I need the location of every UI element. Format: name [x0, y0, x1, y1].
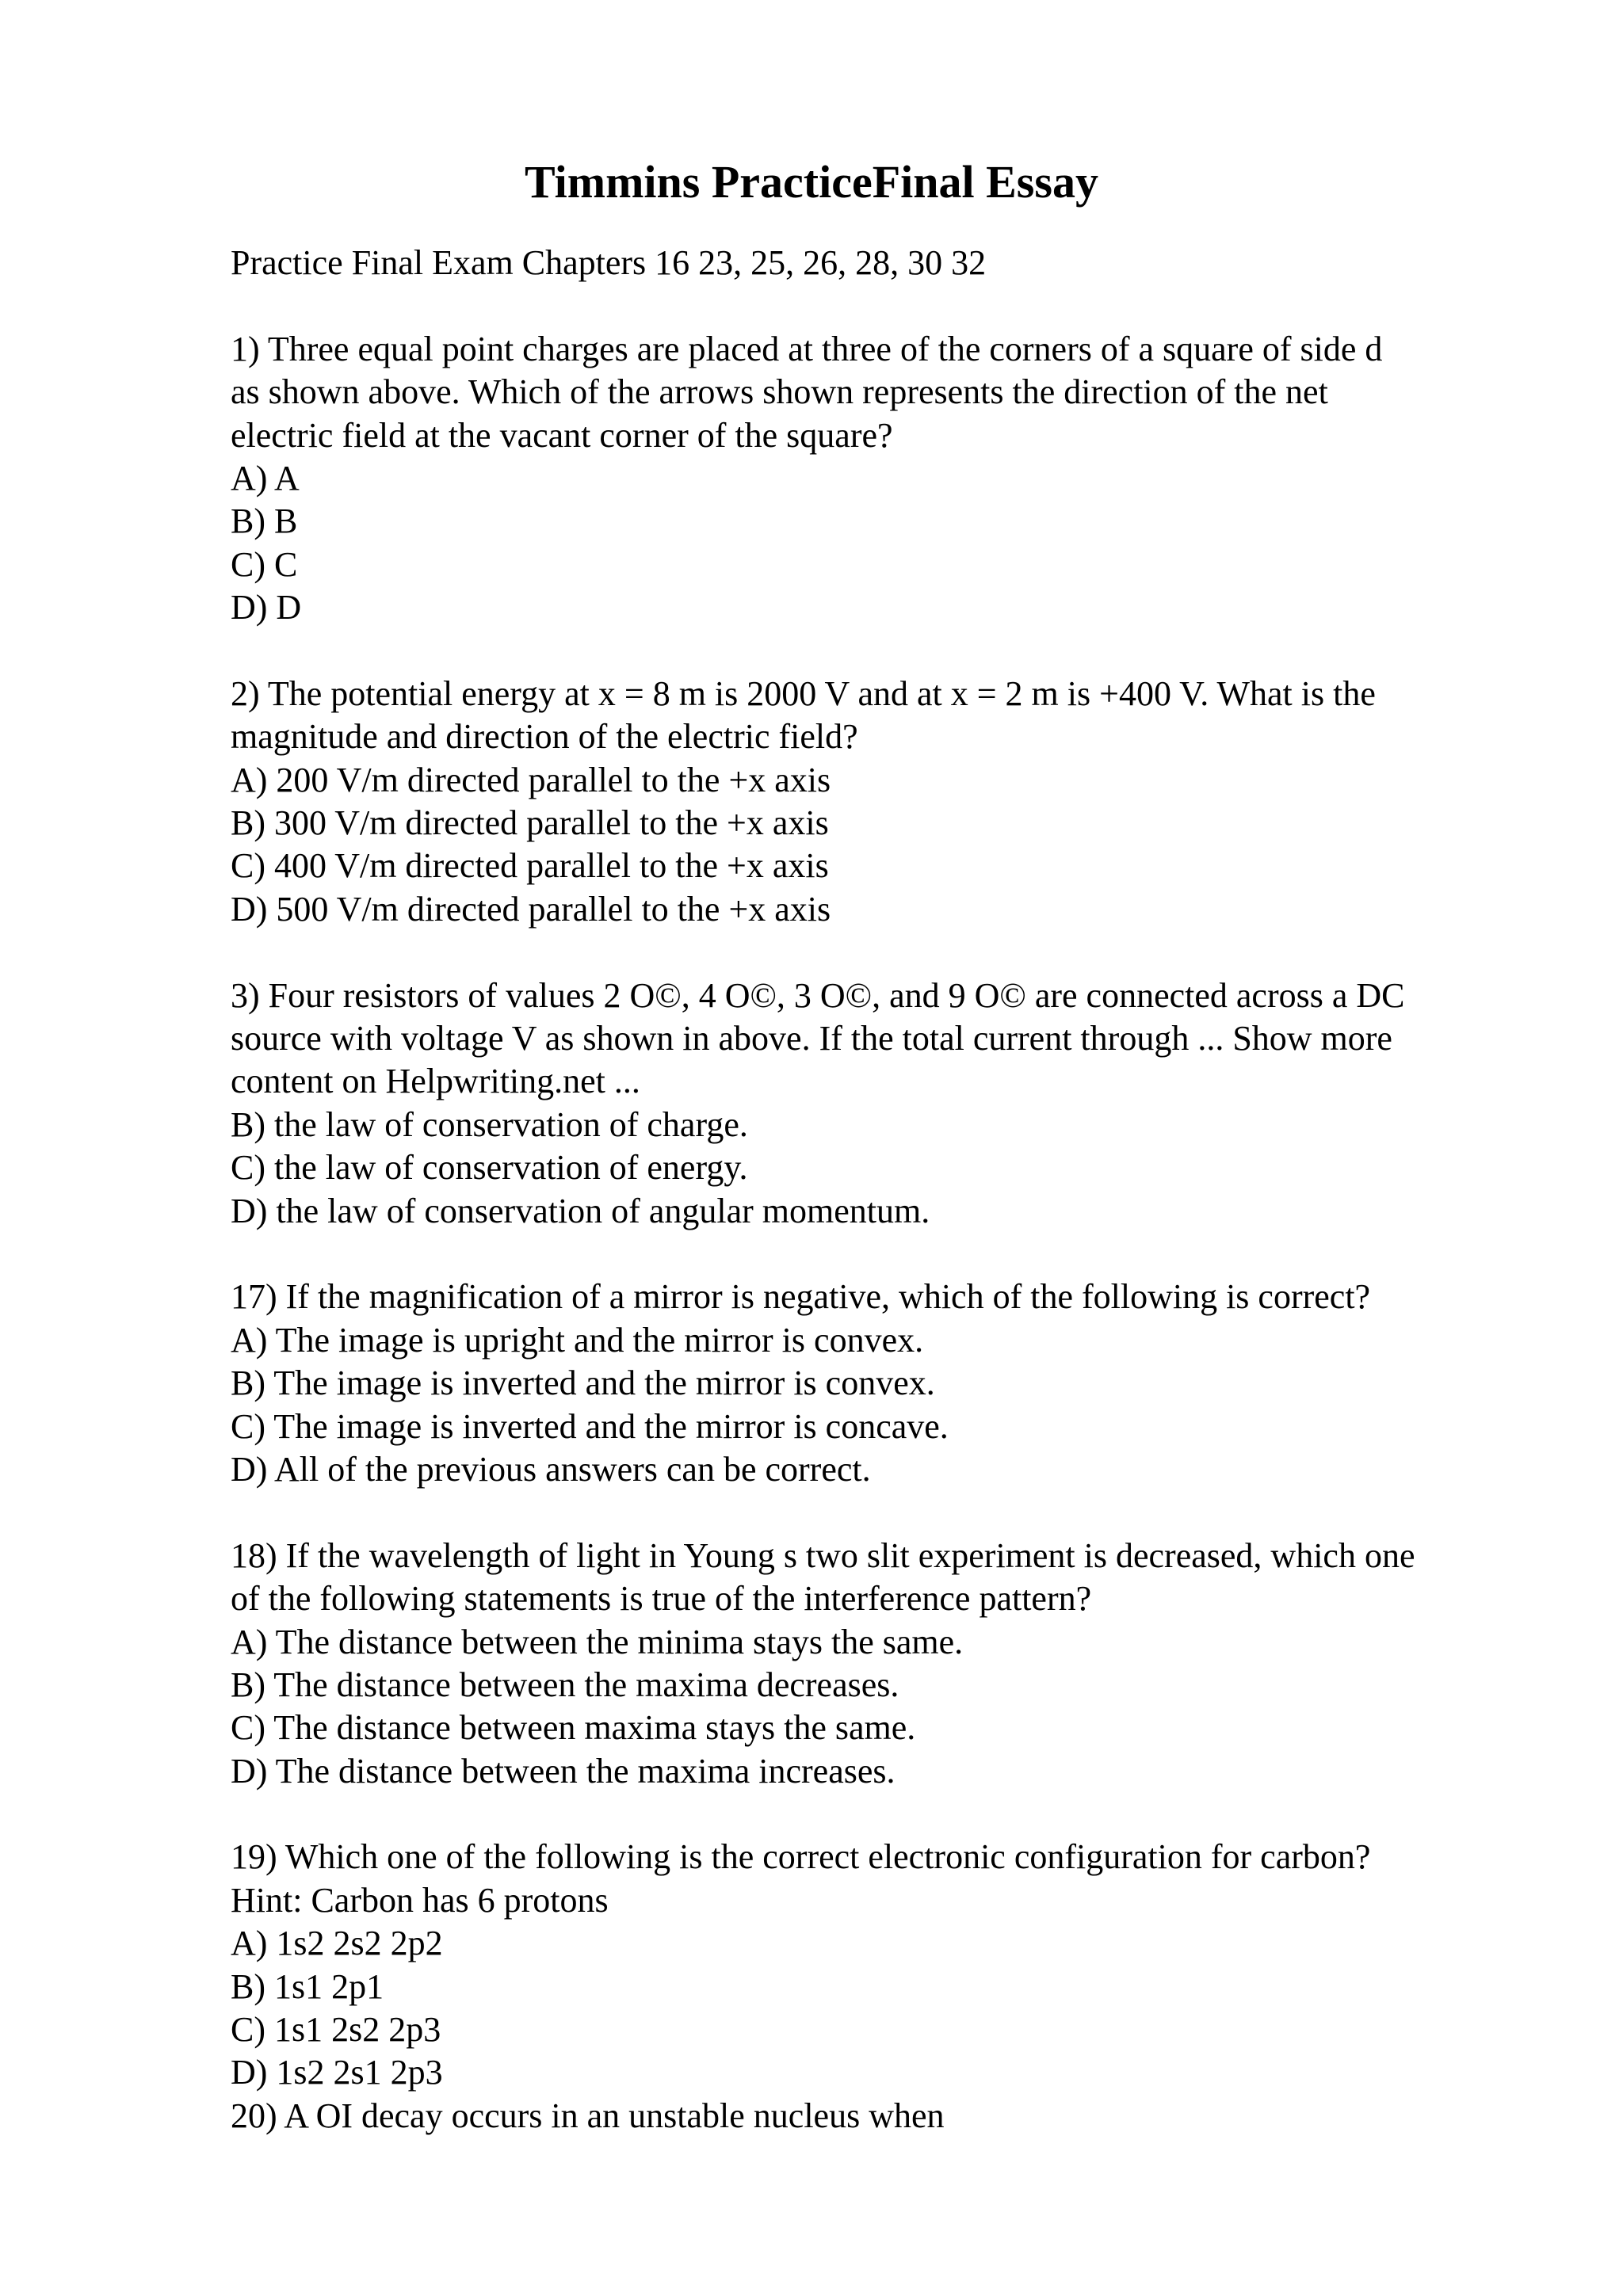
answer-option: C) 1s1 2s2 2p3 [231, 2010, 441, 2050]
answer-option: B) 300 V/m directed parallel to the +x axis [231, 803, 829, 843]
exam-subtitle: Practice Final Exam Chapters 16 23, 25, 26, 28, 30 32 [231, 243, 987, 282]
question-1 [231, 328, 1530, 630]
answer-option: B) 1s1 2p1 [231, 1966, 384, 2006]
answer-option: A) 1s2 2s2 2p2 [231, 1924, 443, 1963]
question-18 [231, 1535, 1530, 1793]
question-text: as shown above. Which of the arrows shown represents the direction of the net [231, 372, 1328, 412]
question-text: 18) If the wavelength of light in Young s two slit experiment is decreased, which one [231, 1535, 1415, 1575]
answer-option: B) The distance between the maxima decreases. [231, 1665, 899, 1704]
paragraph-gap [231, 931, 1530, 974]
answer-option: D) The distance between the maxima increases. [231, 1751, 896, 1791]
question-text: 2) The potential energy at x = 8 m is 2000 V and at x = 2 m is +400 V. What is the [231, 673, 1376, 713]
answer-option: D) 500 V/m directed parallel to the +x axis [231, 889, 831, 929]
question-text: of the following statements is true of the interference pattern? [231, 1579, 1092, 1619]
question-text: 3) Four resistors of values 2 O©, 4 O©, 3 O©, and 9 O© are connected across a DC [231, 975, 1405, 1015]
question-text: magnitude and direction of the electric field? [231, 717, 858, 757]
question-text: 17) If the magnification of a mirror is negative, which of the following is correct? [231, 1277, 1371, 1317]
question-text: electric field at the vacant corner of the square? [231, 415, 893, 455]
answer-option: A) The distance between the minima stays the same. [231, 1622, 964, 1661]
answer-option: C) The distance between maxima stays the same. [231, 1708, 916, 1748]
question-text: source with voltage V as shown in above. If the total current through ... Show more [231, 1019, 1392, 1058]
question-3 [231, 974, 1530, 1233]
paragraph-gap [231, 1491, 1530, 1534]
answer-option: B) B [231, 502, 298, 541]
answer-option: D) D [231, 588, 302, 627]
paragraph-gap [231, 1233, 1530, 1276]
answer-option: B) the law of conservation of charge. [231, 1104, 748, 1144]
document-body [231, 242, 1530, 2138]
answer-option: C) the law of conservation of energy. [231, 1148, 748, 1188]
answer-option: B) The image is inverted and the mirror is convex. [231, 1363, 935, 1403]
answer-option: A) The image is upright and the mirror is convex. [231, 1320, 924, 1360]
question-2 [231, 673, 1530, 931]
question-text: content on Helpwriting.net ... [231, 1062, 640, 1101]
answer-option: C) C [231, 544, 298, 584]
answer-option: D) 1s2 2s1 2p3 [231, 2053, 443, 2092]
answer-option: C) The image is inverted and the mirror is concave. [231, 1406, 949, 1446]
answer-option: A) 200 V/m directed parallel to the +x axis [231, 760, 831, 799]
paragraph-gap [231, 1793, 1530, 1836]
question-text: 19) Which one of the following is the correct electronic configuration for carbon? [231, 1837, 1371, 1877]
paragraph-gap [231, 630, 1530, 673]
answer-option: A) A [231, 458, 300, 498]
question-19 [231, 1836, 1530, 2138]
question-text: 20) A OI decay occurs in an unstable nucleus when [231, 2096, 945, 2135]
question-17 [231, 1276, 1530, 1491]
answer-option: D) All of the previous answers can be correct. [231, 1449, 871, 1489]
question-text: 1) Three equal point charges are placed at three of the corners of a square of side d [231, 329, 1383, 368]
document-title: Timmins PracticeFinal Essay [525, 156, 1098, 208]
question-hint: Hint: Carbon has 6 protons [231, 1880, 609, 1920]
paragraph-gap [231, 284, 1530, 327]
answer-option: D) the law of conservation of angular momentum. [231, 1191, 930, 1230]
answer-option: C) 400 V/m directed parallel to the +x axis [231, 846, 829, 886]
